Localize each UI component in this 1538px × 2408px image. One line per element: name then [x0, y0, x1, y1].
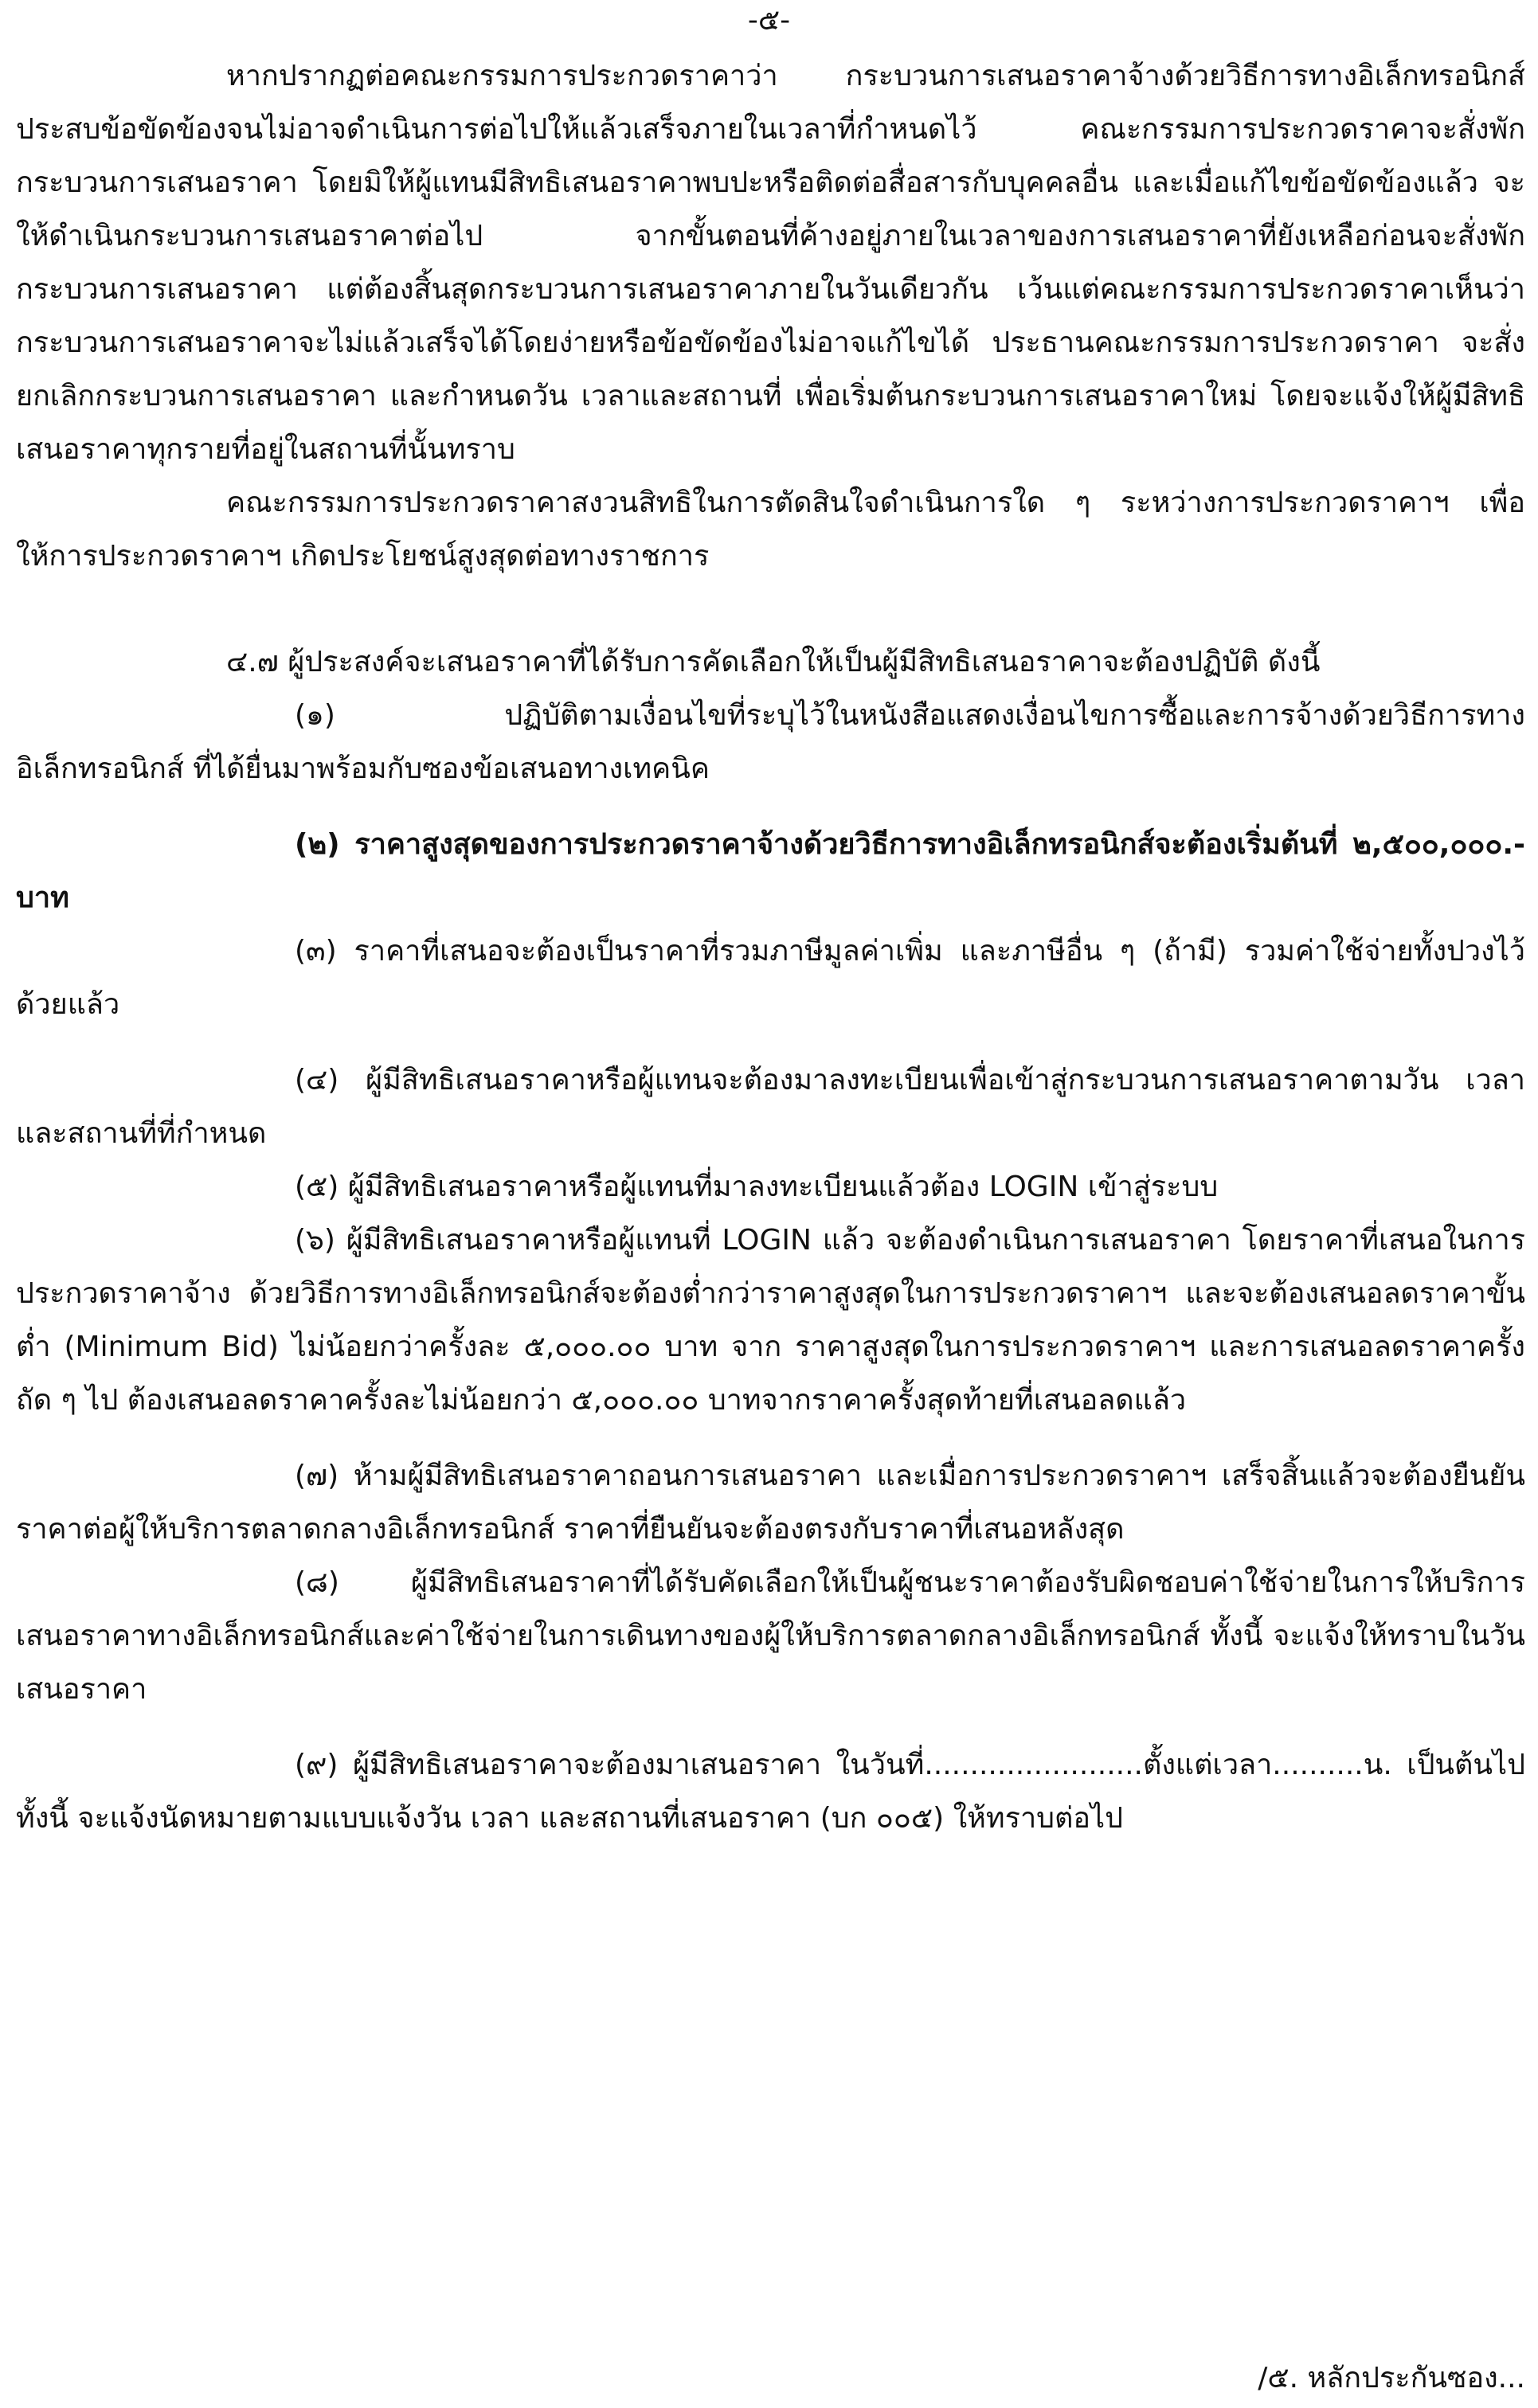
- item-8-winner-expenses: (๘) ผู้มีสิทธิเสนอราคาที่ได้รับคัดเลือกให้เป็นผู้ชนะราคาต้องรับผิดชอบค่าใช้จ่ายในการให้บริการเสนอราคาทางอิเล็กทรอนิกส์และค่าใช้จ่ายในการเดินทางของผู้ให้บริการตลาดกลางอิเล็กทรอนิกส์ ทั้งนี้ จะแจ้งให้ทราบในวันเสนอราคา: [16, 1566, 1525, 1706]
- item-5-login: (๕) ผู้มีสิทธิเสนอราคาหรือผู้แทนที่มาลงทะเบียนแล้วต้อง LOGIN เข้าสู่ระบบ: [295, 1171, 1219, 1203]
- continuation-note: /๕. หลักประกันซอง...: [1258, 2362, 1525, 2394]
- item-4-registration: (๔) ผู้มีสิทธิเสนอราคาหรือผู้แทนจะต้องมาลงทะเบียนเพื่อเข้าสู่กระบวนการเสนอราคาตามวัน เวลา และสถานที่ที่กำหนด: [16, 1064, 1525, 1150]
- section-4-7-heading: ๔.๗ ผู้ประสงค์จะเสนอราคาที่ได้รับการคัดเลือกให้เป็นผู้มีสิทธิเสนอราคาจะต้องปฏิบัติ ดังนี้: [226, 646, 1321, 678]
- item-3-price-includes-tax: (๓) ราคาที่เสนอจะต้องเป็นราคาที่รวมภาษีมูลค่าเพิ่ม และภาษีอื่น ๆ (ถ้ามี) รวมค่าใช้จ่ายทั้งปวงไว้ด้วยแล้ว: [16, 935, 1525, 1021]
- item-9-bidding-date: (๙) ผู้มีสิทธิเสนอราคาจะต้องมาเสนอราคา ในวันที่........................ตั้งแต่เวลา..........น. เป็นต้นไป ทั้งนี้ จะแจ้งนัดหมายตามแบบแจ้งวัน เวลา และสถานที่เสนอราคา (บก ๐๐๕) ให้ทราบต่อไป: [16, 1749, 1525, 1835]
- item-7-no-withdrawal: (๗) ห้ามผู้มีสิทธิเสนอราคาถอนการเสนอราคา และเมื่อการประกวดราคาฯ เสร็จสิ้นแล้วจะต้องยืนยันราคาต่อผู้ให้บริการตลาดกลางอิเล็กทรอนิกส์ ราคาที่ยืนยันจะต้องตรงกับราคาที่เสนอหลังสุด: [16, 1460, 1525, 1546]
- item-6-bidding-rules: (๖) ผู้มีสิทธิเสนอราคาหรือผู้แทนที่ LOGIN แล้ว จะต้องดำเนินการเสนอราคา โดยราคาที่เสนอในการประกวดราคาจ้าง ด้วยวิธีการทางอิเล็กทรอนิกส์จะต้องต่ำกว่าราคาสูงสุดในการประกวดราคาฯ และจะต้องเสนอลดราคาขั้นต่ำ (Minimum Bid) ไม่น้อยกว่าครั้งละ ๕,๐๐๐.๐๐ บาท จาก ราคาสูงสุดในการประกวดราคาฯ และการเสนอลดราคาครั้งถัด ๆ ไป ต้องเสนอลดราคาครั้งละไม่น้อยกว่า ๕,๐๐๐.๐๐ บาทจากราคาครั้งสุดท้ายที่เสนอลดแล้ว: [16, 1224, 1525, 1417]
- item-2-starting-price: (๒) ราคาสูงสุดของการประกวดราคาจ้างด้วยวิธีการทางอิเล็กทรอนิกส์จะต้องเริ่มต้นที่ ๒,๕๐๐,๐๐๐.- บาท: [16, 828, 1525, 914]
- paragraph-committee-rights: คณะกรรมการประกวดราคาสงวนสิทธิในการตัดสินใจดำเนินการใด ๆ ระหว่างการประกวดราคาฯ เพื่อให้การประกวดราคาฯ เกิดประโยชน์สูงสุดต่อทางราชการ: [16, 487, 1525, 573]
- document-body: [16, 49, 1525, 1845]
- paragraph-electronic-bidding-problems: หากปรากฏต่อคณะกรรมการประกวดราคาว่า กระบวนการเสนอราคาจ้างด้วยวิธีการทางอิเล็กทรอนิกส์ประสบข้อขัดข้องจนไม่อาจดำเนินการต่อไปให้แล้วเสร็จภายในเวลาที่กำหนดไว้ คณะกรรมการประกวดราคาจะสั่งพักกระบวนการเสนอราคา โดยมิให้ผู้แทนมีสิทธิเสนอราคาพบปะหรือติดต่อสื่อสารกับบุคคลอื่น และเมื่อแก้ไขข้อขัดข้องแล้ว จะให้ดำเนินกระบวนการเสนอราคาต่อไป จากขั้นตอนที่ค้างอยู่ภายในเวลาของการเสนอราคาที่ยังเหลือก่อนจะสั่งพักกระบวนการเสนอราคา แต่ต้องสิ้นสุดกระบวนการเสนอราคาภายในวันเดียวกัน เว้นแต่คณะกรรมการประกวดราคาเห็นว่ากระบวนการเสนอราคาจะไม่แล้วเสร็จได้โดยง่ายหรือข้อขัดข้องไม่อาจแก้ไขได้ ประธานคณะกรรมการประกวดราคา จะสั่งยกเลิกกระบวนการเสนอราคา และกำหนดวัน เวลาและสถานที่ เพื่อเริ่มต้นกระบวนการเสนอราคาใหม่ โดยจะแจ้งให้ผู้มีสิทธิเสนอราคาทุกรายที่อยู่ในสถานที่นั้นทราบ: [16, 60, 1525, 466]
- item-1-conditions: (๑) ปฏิบัติตามเงื่อนไขที่ระบุไว้ในหนังสือแสดงเงื่อนไขการซื้อและการจ้างด้วยวิธีการทางอิเล็กทรอนิกส์ ที่ได้ยื่นมาพร้อมกับซองข้อเสนอทางเทคนิค: [16, 699, 1525, 785]
- page-number: -๕-: [747, 4, 791, 37]
